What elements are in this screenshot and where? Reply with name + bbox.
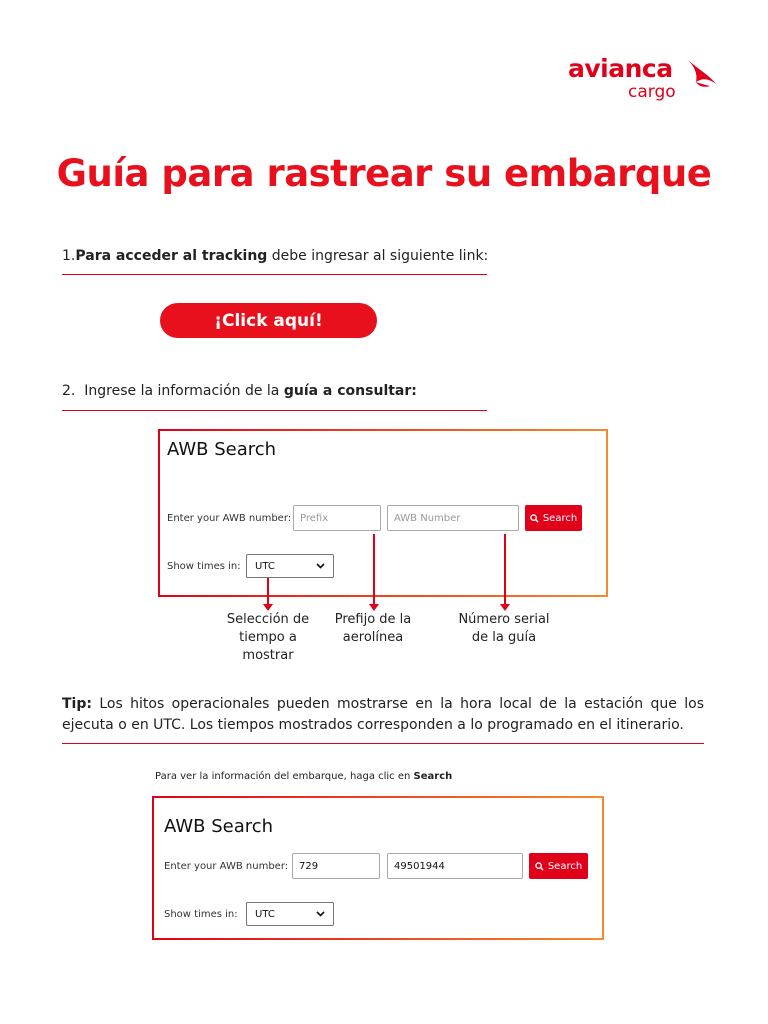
serial-arrow-line: [504, 534, 506, 608]
tip-text: Los hitos operacionales pueden mostrarse en la hora local de la estación que los ejecuta o en UTC. Los tiempos mostrados corresponden a lo programado en el itinerario.: [62, 696, 704, 733]
prefix-callout-line-2: aerolínea: [342, 630, 404, 645]
awb-number-input-filled[interactable]: 49501944: [387, 853, 523, 879]
step-1-divider: [62, 274, 487, 275]
search-icon: [535, 862, 544, 871]
prefix-input-filled[interactable]: 729: [292, 853, 380, 879]
awb-number-label-filled: Enter your AWB number:: [164, 861, 289, 872]
serial-callout-line-2: de la guía: [471, 630, 537, 645]
step-1-bold: Para acceder al tracking: [75, 248, 268, 264]
awb-search-filled-panel: [152, 796, 604, 940]
awb-search-title: AWB Search: [167, 439, 277, 460]
awb-search-example-panel: [158, 429, 608, 597]
serial-callout: [449, 611, 559, 647]
chevron-down-icon: [316, 563, 325, 569]
step-2-text: [62, 383, 417, 399]
times-select-value: UTC: [255, 560, 275, 572]
times-label-filled: Show times in:: [164, 909, 238, 920]
tip-label: Tip:: [62, 696, 92, 712]
click-here-button[interactable]: ¡Click aquí!: [160, 303, 377, 338]
avianca-cargo-logo: [566, 54, 726, 106]
chevron-down-icon: [316, 911, 325, 917]
logo-brand-text: avianca: [568, 54, 673, 83]
tip-paragraph: [62, 694, 704, 736]
prefix-arrow-line: [373, 534, 375, 608]
times-select[interactable]: [246, 554, 334, 578]
step-2-number: 2.: [62, 383, 76, 399]
search-note-text: Para ver la información del embarque, haga clic en: [155, 771, 414, 782]
page-title: Guía para rastrear su embarque: [56, 152, 712, 195]
tip-divider: [62, 743, 704, 744]
times-label: Show times in:: [167, 561, 241, 572]
time-callout-line-3: mostrar: [242, 648, 294, 663]
awb-search-title-filled: AWB Search: [164, 816, 274, 837]
prefix-input[interactable]: Prefix: [293, 505, 381, 531]
search-button-filled[interactable]: [529, 853, 588, 879]
time-callout-line-1: Selección de: [226, 612, 310, 627]
search-button-label-filled: Search: [547, 860, 583, 872]
step-2-bold: guía a consultar:: [283, 383, 417, 399]
time-callout-line-2: tiempo a: [239, 630, 297, 645]
serial-callout-line-1: Número serial: [458, 612, 550, 627]
search-button-label: Search: [542, 512, 578, 524]
bird-icon: [684, 56, 720, 92]
search-note-bold: Search: [413, 771, 453, 782]
step-1-number: 1.: [62, 248, 76, 264]
prefix-callout: [323, 611, 423, 647]
step-1-text: [62, 248, 488, 264]
times-select-value-filled: UTC: [255, 908, 275, 920]
step-1-rest: debe ingresar al siguiente link:: [267, 248, 489, 264]
times-select-filled[interactable]: [246, 902, 334, 926]
step-2-divider: [62, 410, 487, 411]
time-callout: [218, 611, 318, 665]
search-note: [155, 771, 452, 782]
search-icon: [530, 514, 539, 523]
logo-sub-text: cargo: [628, 82, 676, 102]
awb-number-label: Enter your AWB number:: [167, 513, 292, 524]
prefix-callout-line-1: Prefijo de la: [334, 612, 412, 627]
search-button[interactable]: [525, 505, 582, 531]
awb-number-input[interactable]: AWB Number: [387, 505, 519, 531]
step-2-intro: Ingrese la información de la: [84, 383, 284, 399]
